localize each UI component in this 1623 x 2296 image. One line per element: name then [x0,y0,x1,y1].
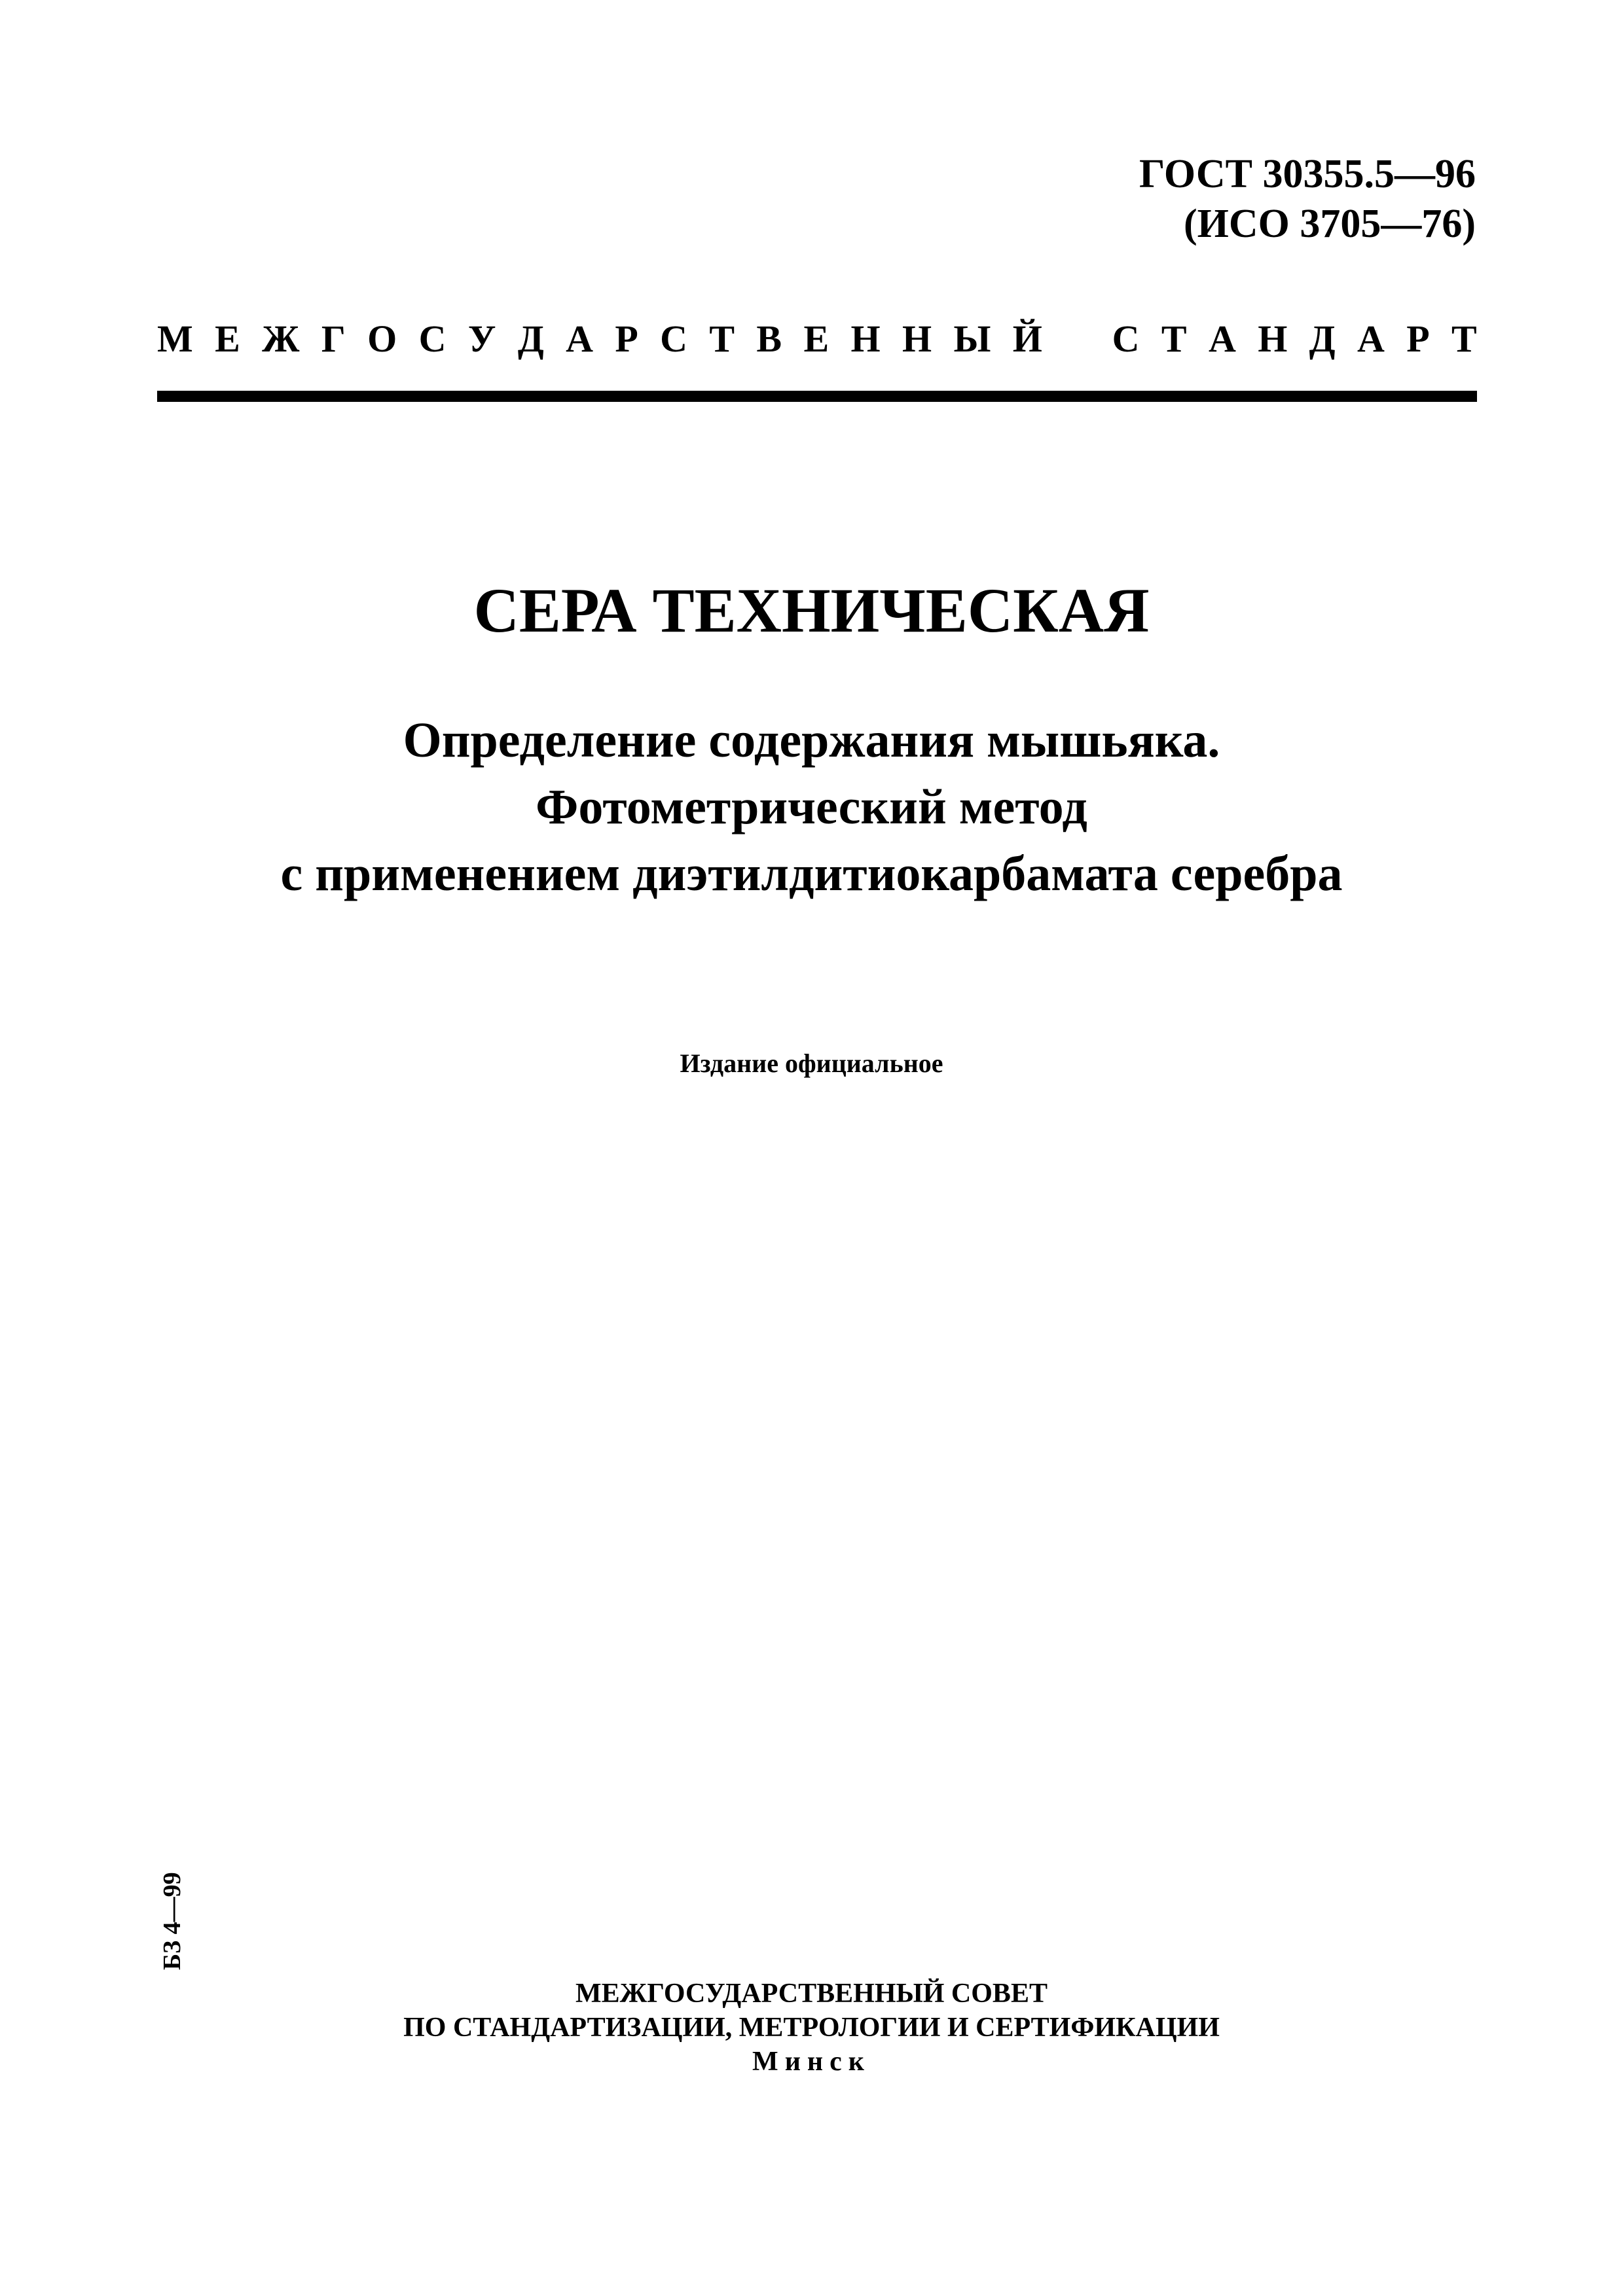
subtitle-block [0,707,1623,907]
standard-type-letter: Р [1406,317,1430,360]
standard-type-letter: Е [803,317,830,360]
side-code: БЗ 4—99 [158,1872,186,1970]
publisher-line: ПО СТАНДАРТИЗАЦИИ, МЕТРОЛОГИИ И СЕРТИФИКАЦИИ [403,2013,1220,2043]
standard-type-letter: О [367,317,397,360]
standard-type-letter: Р [615,317,638,360]
standard-type-letter: Е [215,317,240,360]
standard-type-letter: С [1112,317,1140,360]
standard-type-letter: Й [1012,317,1042,360]
iso-reference: (ИСО 3705—76) [1183,202,1476,246]
standard-type-heading [157,316,1477,362]
standard-type-letter: А [1357,317,1385,360]
standard-type-letter: А [1208,317,1236,360]
standard-type-letter: Н [902,317,932,360]
publisher-city: Минск [752,2047,871,2077]
subtitle-line: Фотометрический метод [536,780,1087,834]
subtitle-line: с применением диэтилдитиокарбамата серебра [280,846,1343,901]
main-title: СЕРА ТЕХНИЧЕСКАЯ [473,575,1150,645]
standard-type-letter: Д [517,317,544,360]
standard-number: ГОСТ 30355.5—96 [1139,152,1476,196]
publisher-line: МЕЖГОСУДАРСТВЕННЫЙ СОВЕТ [575,1979,1048,2009]
standard-number-block [1139,149,1476,249]
standard-type-letter: Т [1161,317,1187,360]
standard-type-letter: Н [850,317,881,360]
standard-type-letter: У [467,317,496,360]
standard-type-letter: Т [1451,317,1477,360]
standard-type-letter: Ы [953,317,991,360]
standard-type-letter: А [566,317,593,360]
publisher-block [0,1977,1623,2079]
standard-type-letter: С [418,317,447,360]
word-gap [1064,316,1090,362]
standard-type-letter: С [660,317,688,360]
standard-type-letter: Д [1309,317,1336,360]
standard-type-letter: Г [321,317,346,360]
standard-type-letter: Н [1258,317,1288,360]
standard-type-letter: М [157,317,193,360]
standard-type-letter: Ж [262,317,300,360]
subtitle-line: Определение содержания мышьяка. [403,713,1220,768]
heading-divider [157,391,1477,402]
standard-type-letter: В [756,317,782,360]
edition-label: Издание официальное [680,1049,943,1078]
standard-type-letter: Т [709,317,735,360]
